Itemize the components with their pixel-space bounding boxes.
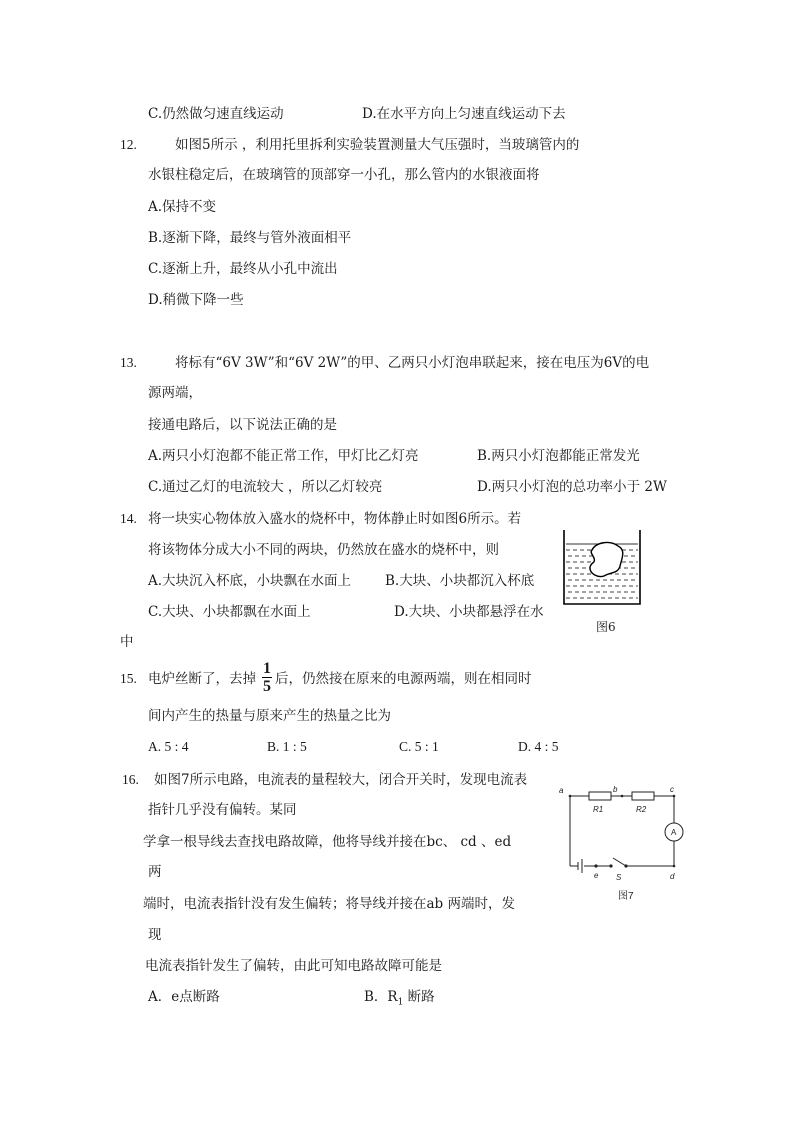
q15-stem-post: 后，仍然接在原来的电源两端，则在相同时 [275,671,532,687]
q16-option-b-pre: B．R [364,989,398,1005]
node-e [594,864,597,867]
figure-6-beaker [560,528,644,640]
label-ammeter: A [671,828,677,837]
q16-stem-line3: 学拿一根导线去查找电路故障，他将导线并接在bc、 cd 、ed [143,834,512,850]
label-r1: R1 [593,805,604,814]
q14-option-a: A.大块沉入杯底，小块飘在水面上 [148,573,352,589]
q14-option-c: C.大块、小块都飘在水面上 [148,604,311,620]
label-a: a [559,786,564,795]
q16-stem-line5: 端时，电流表指针没有发生偏转；将导线并接在ab 两端时，发 [143,896,515,912]
q15-option-a: A. 5 : 4 [148,739,189,754]
q14-option-d-continued: 中 [120,634,134,650]
switch-contact [624,864,627,867]
q16-option-b [364,989,435,1011]
q16-stem-line1: 如图7所示电路，电流表的量程较大，闭合开关时，发现电流表 [154,772,528,788]
q15-fraction-denominator: 5 [263,678,271,695]
node-a [569,795,572,798]
q13-stem-line1: 将标有“6V 3W”和“6V 2W”的甲、乙两只小灯泡串联起来，接在电压为6V的电 [175,355,650,371]
q15-fraction-numerator: 1 [263,660,271,677]
q16-option-b-subscript: 1 [397,997,404,1008]
q13-option-c: C.通过乙灯的电流较大 ，所以乙灯较亮 [148,479,383,495]
label-b: b [613,785,618,794]
q11-option-d: D.在水平方向上匀速直线运动下去 [362,106,566,122]
q16-option-b-post: 断路 [403,989,435,1005]
q12-stem-line2: 水银柱稳定后，在玻璃管的顶部穿一小孔，那么管内的水银液面将 [148,167,540,183]
q12-number: 12. [120,137,137,152]
q14-stem-line1: 将一块实心物体放入盛水的烧杯中，物体静止时如图6所示。若 [148,511,522,527]
q13-stem-line2: 源两端， [148,385,202,401]
resistor-r1 [589,792,611,800]
figure-7-circuit [556,782,692,906]
q13-option-b: B.两只小灯泡都能正常发光 [477,448,640,464]
q14-option-b: B.大块、小块都沉入杯底 [385,573,535,589]
q12-option-d: D.稍微下降一些 [148,292,244,308]
q16-stem-line6: 现 [148,927,162,943]
q16-option-a: A．e点断路 [148,989,220,1005]
label-d: d [670,872,675,881]
q15-option-b: B. 1 : 5 [267,739,307,754]
q15-stem-line2: 间内产生的热量与原来产生的热量之比为 [148,708,391,724]
node-b [621,795,624,798]
label-s: S [616,873,622,882]
q14-option-d: D.大块、小块都悬浮在水 [394,604,544,620]
label-r2: R2 [636,805,647,814]
q16-number: 16. [122,772,139,787]
q14-stem-line2: 将该物体分成大小不同的两块，仍然放在盛水的烧杯中，则 [148,542,499,558]
node-c [673,795,676,798]
q16-stem-line7: 电流表指针发生了偏转，由此可知电路故障可能是 [145,958,442,974]
q15-option-c: C. 5 : 1 [399,739,439,754]
q12-option-c: C.逐渐上升，最终从小孔中流出 [148,261,338,277]
q15-stem-pre: 电炉丝断了，去掉 [148,671,256,687]
figure-6-caption: 图6 [596,620,616,634]
q16-stem-line4: 两 [148,864,162,880]
switch-pivot [609,864,612,867]
q12-option-b: B.逐渐下降，最终与管外液面相平 [148,230,352,246]
switch-s [613,858,626,866]
q13-number: 13. [120,355,137,370]
resistor-r2 [632,792,654,800]
floating-object [590,543,623,577]
node-d [673,865,676,868]
q13-option-a: A.两只小灯泡都不能正常工作，甲灯比乙灯亮 [148,448,419,464]
q15-number: 15. [120,671,137,686]
q15-option-d: D. 4 : 5 [518,739,559,754]
q16-stem-line2: 指针几乎没有偏转。某同 [148,802,297,818]
label-c: c [670,785,674,794]
q15-fraction [260,660,274,695]
q13-option-d: D.两只小灯泡的总功率小于 2W [477,479,667,495]
q12-option-a: A.保持不变 [148,199,217,215]
q12-stem-line1: 如图5所示 ，利用托里拆利实验装置测量大气压强时，当玻璃管内的 [175,137,580,153]
label-e: e [594,871,599,880]
figure-7-caption: 图7 [618,891,634,902]
q11-option-c: C.仍然做匀速直线运动 [148,106,284,122]
q14-number: 14. [120,511,137,526]
q13-stem-line3: 接通电路后，以下说法正确的是 [148,417,337,433]
